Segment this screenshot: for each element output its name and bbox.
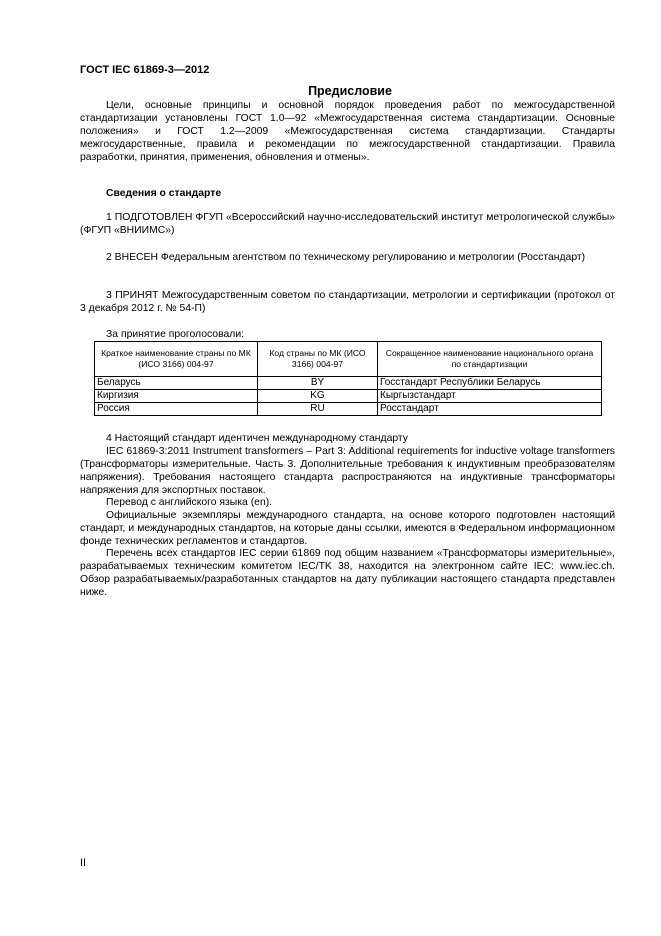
- table-row: [95, 390, 602, 403]
- page-number: II: [80, 857, 87, 869]
- item-2-introduced: 2 ВНЕСЕН Федеральным агентством по техническому регулированию и метрологии (Росстандарт): [106, 252, 586, 263]
- table-cell-country: Киргизия: [95, 390, 258, 403]
- item-4-heading: 4 Настоящий стандарт идентичен международному стандарту: [106, 433, 408, 444]
- table-header-agency: Сокращенное наименование национального органа по стандартизации: [378, 342, 602, 377]
- table-cell-code: BY: [258, 377, 378, 390]
- page-title: Предисловие: [308, 84, 392, 98]
- table-cell-country: Россия: [95, 403, 258, 416]
- table-cell-agency: Кыргызстандарт: [378, 390, 602, 403]
- table-cell-agency: Госстандарт Республики Беларусь: [378, 377, 602, 390]
- votes-label: За принятие проголосовали:: [106, 329, 245, 340]
- intro-paragraph: Цели, основные принципы и основной порядок проведения работ по межгосударственной стандартизации установлены ГОСТ 1.0—92 «Межгосударственная система стандартизации. Основные положения» и ГОСТ 1.2—2009 «Межгосударственная система стандартизации. Стандарты межгосударственные, правила и рекомендации по межгосударственной стандартизации. Правила разработки, принятия, применения, обновления и отмены».: [80, 100, 615, 163]
- votes-table: [94, 341, 602, 416]
- series-list-paragraph: Перечень всех стандартов IEC серии 61869 под общим названием «Трансформаторы измерительные», разрабатываемых техническим комитетом IEC/TK 38, находится на электронном сайте IEC: www.iec.ch. Обзор разрабатываемых/разработанных стандартов на дату публикации настоящего стандарта представлен ниже.: [80, 548, 615, 598]
- table-header-row: [95, 342, 602, 377]
- table-cell-country: Беларусь: [95, 377, 258, 390]
- translation-note: Перевод с английского языка (en).: [106, 497, 273, 508]
- table-header-country: Краткое наименование страны по МК (ИСО 3166) 004-97: [95, 342, 258, 377]
- table-cell-agency: Росстандарт: [378, 403, 602, 416]
- document-id: ГОСТ IEC 61869-3—2012: [80, 64, 210, 76]
- table-row: [95, 377, 602, 390]
- table-header-code: Код страны по МК (ИСО 3166) 004-97: [258, 342, 378, 377]
- table-row: [95, 403, 602, 416]
- official-copies-paragraph: Официальные экземпляры международного стандарта, на основе которого подготовлен настоящий стандарт, и международных стандартов, на которые даны ссылки, имеются в Федеральном информационном фонде технических регламентов и стандартов.: [80, 510, 615, 547]
- item-1-prepared: 1 ПОДГОТОВЛЕН ФГУП «Всероссийский научно-исследовательский институт метрологической службы» (ФГУП «ВНИИМС»): [80, 212, 615, 236]
- info-heading: Сведения о стандарте: [106, 188, 222, 199]
- item-3-adopted: 3 ПРИНЯТ Межгосударственным советом по стандартизации, метрологии и сертификации (протокол от 3 декабря 2012 г. № 54-П): [80, 290, 615, 314]
- item-4-text: IEC 61869-3:2011 Instrument transformers – Part 3: Additional requirements for inductive voltage transformers (Трансформаторы измерительные. Часть 3. Дополнительные требования к индуктивным преобразователям напряжения). Требования настоящего стандарта распространяются на индуктивные трансформаторы напряжения для экспортных поставок.: [80, 446, 615, 496]
- table-cell-code: RU: [258, 403, 378, 416]
- table-cell-code: KG: [258, 390, 378, 403]
